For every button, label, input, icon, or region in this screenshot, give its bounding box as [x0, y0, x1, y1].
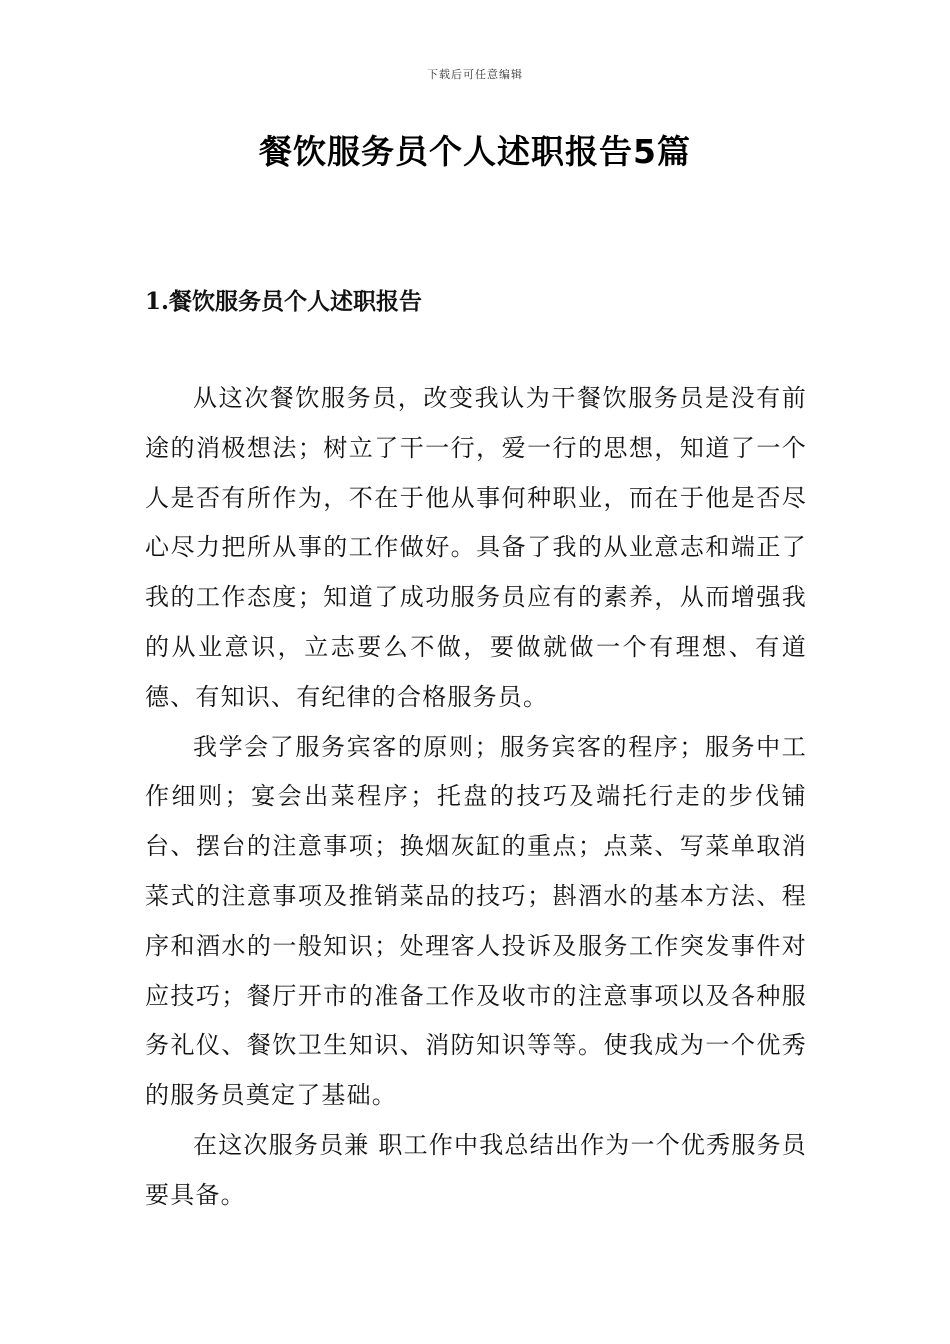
paragraph: 在这次服务员兼 职工作中我总结出作为一个优秀服务员要具备。 — [145, 1130, 807, 1209]
paragraph: 从这次餐饮服务员，改变我认为干餐饮服务员是没有前途的消极想法；树立了干一行，爱一行的思想，知道了一个人是否有所作为，不在于他从事何种职业，而在于他是否尽心尽力把所从事的工作做好。具备了我的从业意志和端正了我的工作态度；知道了成功服务员应有的素养，从而增强我的从业意识，立志要么不做，要做就做一个有理想、有道德、有知识、有纪律的合格服务员。 — [145, 384, 807, 711]
header-note: 下载后可任意编辑 — [427, 68, 523, 81]
document-title: 餐饮服务员个人述职报告5篇 — [259, 132, 691, 171]
paragraph: 我学会了服务宾客的原则；服务宾客的程序；服务中工作细则；宴会出菜程序；托盘的技巧及端托行走的步伐铺台、摆台的注意事项；换烟灰缸的重点；点菜、写菜单取消菜式的注意事项及推销菜品的技巧；斟酒水的基本方法、程序和酒水的一般知识；处理客人投诉及服务工作突发事件对应技巧；餐厅开市的准备工作及收市的注意事项以及各种服务礼仪、餐饮卫生知识、消防知识等等。使我成为一个优秀的服务员奠定了基础。 — [145, 732, 807, 1110]
section-body — [145, 374, 807, 1221]
section-heading: 1.餐饮服务员个人述职报告 — [145, 288, 423, 315]
